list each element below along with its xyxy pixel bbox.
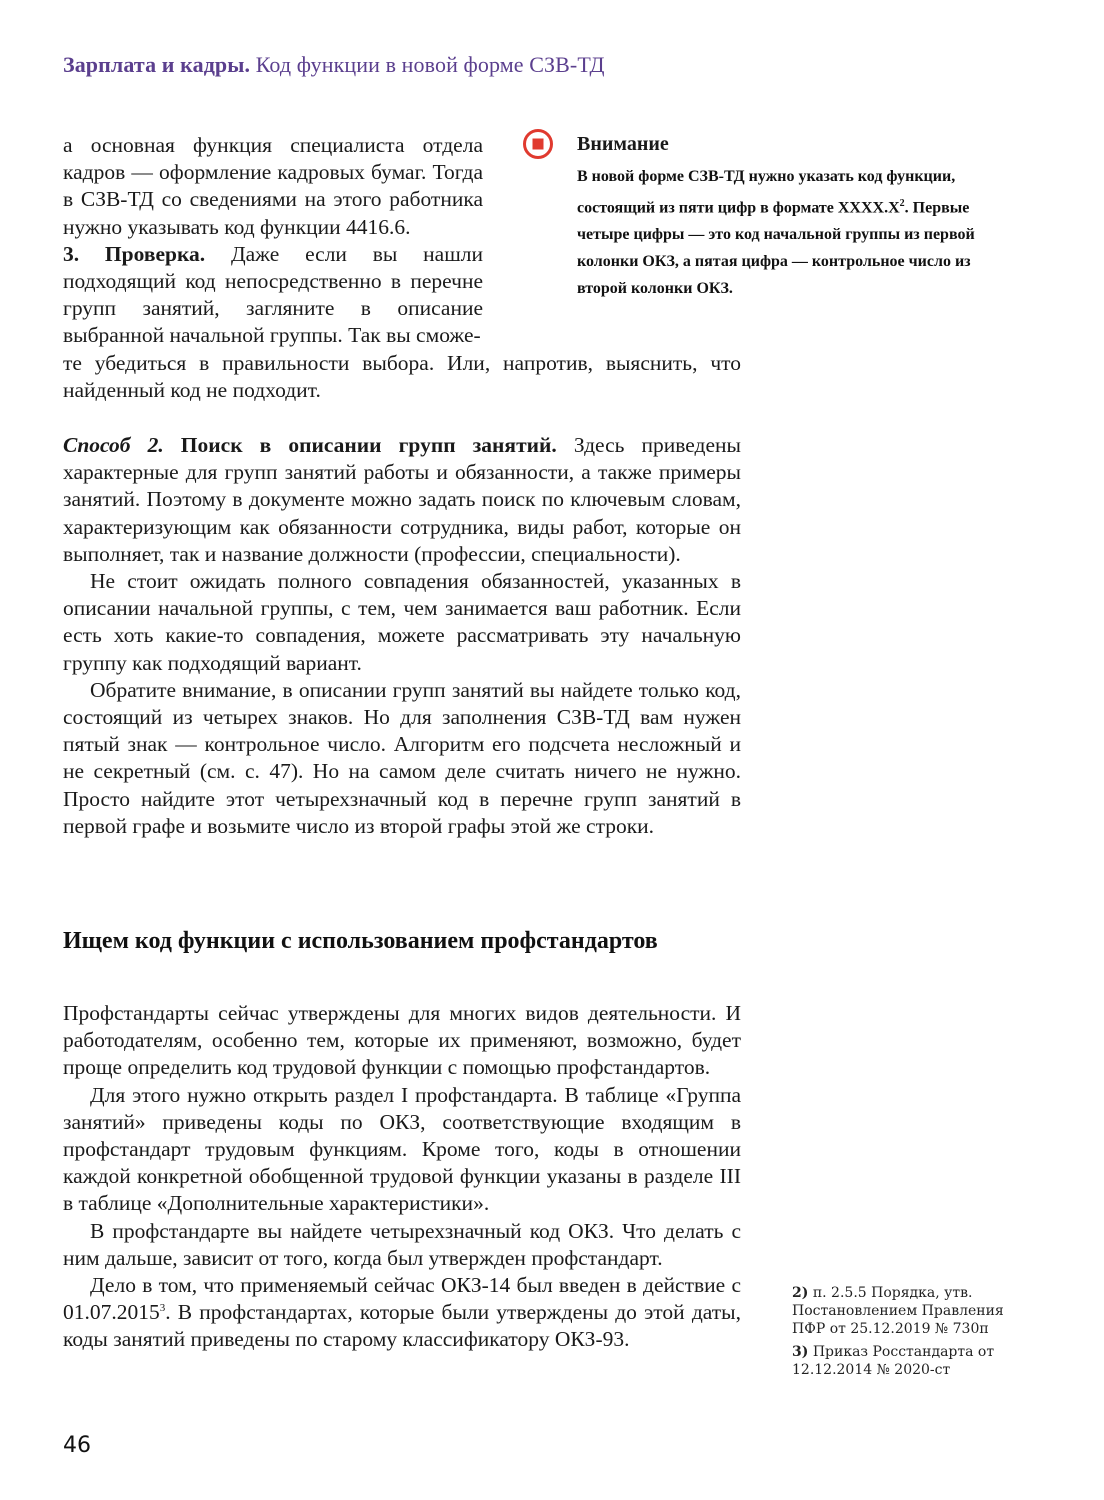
- continuation-text: [63, 350, 741, 404]
- paragraph: те убедиться в правильности выбора. Или, напротив, выяснить, что найденный код не подходит.: [63, 351, 741, 403]
- page-number: 46: [63, 1433, 91, 1458]
- paragraph: Профстандарты сейчас утверждены для многих видов деятельности. И работодателям, особенно тем, которые их применяют, возможно, будет проще определить код трудовой функции с помощью профстандартов.: [63, 1001, 741, 1080]
- paragraph: В профстандарте вы найдете четырехзначный код ОКЗ. Что делать с ним дальше, зависит от того, когда был утвержден профстандарт.: [63, 1218, 741, 1270]
- footnotes: [792, 1284, 1022, 1384]
- top-column-text: [63, 132, 483, 350]
- section-name: Зарплата и кадры.: [63, 52, 251, 77]
- step-3-text: Даже если вы нашли подходящий код непосредственно в перечне групп занятий, загляните в описание выбранной начальной группы. Так вы сможе-: [63, 241, 483, 348]
- callout-title: Внимание: [577, 133, 669, 155]
- step-3-paragraph: [63, 241, 483, 350]
- method-2-label: Способ 2.: [63, 433, 164, 457]
- paragraph: Дело в том, что применяемый сейчас ОКЗ-14 был введен в действие с 01.07.2015$^3$. В профстандартах, которые были утверждены до этой даты, коды занятий приведены по старому классификатору ОКЗ-93.: [63, 1273, 741, 1352]
- stop-circle-icon: [522, 128, 554, 160]
- paragraph: Для этого нужно открыть раздел I профстандарта. В таблице «Группа занятий» приведены коды по ОКЗ, соответствующие входящим в профстандарт трудовым функциям. Кроме того, коды в отношении каждой конкретной обобщенной трудовой функции указаны в разделе III в таблице «Дополнительные характеристики».: [63, 1082, 741, 1216]
- footnote-2: 2) п. 2.5.5 Порядка, утв. Постановлением Правления ПФР от 25.12.2019 № 730п: [792, 1285, 1004, 1337]
- callout-text: В новой форме СЗВ-ТД нужно указать код функции, состоящий из пяти цифр в формате $XXXX.X^2$. Первые четыре цифры — это код начальной группы из первой колонки ОКЗ, а пятая цифра — контрольное число из второй колонки ОКЗ.: [577, 168, 975, 298]
- step-3-label: 3. Проверка.: [63, 241, 206, 266]
- method-2-section: [63, 432, 741, 840]
- section-heading: Ищем код функции с использованием профстандартов: [63, 928, 658, 954]
- footnote-ref: 3: [159, 1302, 166, 1315]
- footnote-3: 3) Приказ Росстандарта от 12.12.2014 № 2020-ст: [792, 1344, 995, 1378]
- paragraph: а основная функция специалиста отдела кадров — оформление кадровых бумаг. Тогда в СЗВ-ТД со сведениями на этого работника нужно указывать код функции 4416.6.: [63, 133, 483, 239]
- running-header: [63, 52, 605, 78]
- profstandard-section: [63, 1000, 741, 1354]
- method-2-title: Поиск в описании групп занятий.: [163, 433, 557, 457]
- article-title: Код функции в новой форме СЗВ-ТД: [255, 52, 605, 77]
- method-2-intro: Способ 2. Поиск в описании групп занятий. Здесь приведены характерные для групп занятий работы и обязанности, а также примеры занятий. Поэтому в документе можно задать поиск по ключевым словам, характеризующим как обязанности сотрудника, виды работ, которые он выполняет, так и название должности (профессии, специальности).: [63, 433, 741, 566]
- paragraph: Обратите внимание, в описании групп занятий вы найдете только код, состоящий из четырех знаков. Но для заполнения СЗВ-ТД вам нужен пятый знак — контрольное число. Алгоритм его подсчета несложный и не секретный (см. с. 47). Но на самом деле считать ничего не нужно. Просто найдите этот четырехзначный код в перечне групп занятий в первой графе и возьмите число из второй графы этой же строки.: [63, 677, 741, 838]
- paragraph: Не стоит ожидать полного совпадения обязанностей, указанных в описании начальной группы, с тем, чем занимается ваш работник. Если есть хоть какие-то совпадения, можете рассматривать эту начальную группу как подходящий вариант.: [63, 569, 741, 675]
